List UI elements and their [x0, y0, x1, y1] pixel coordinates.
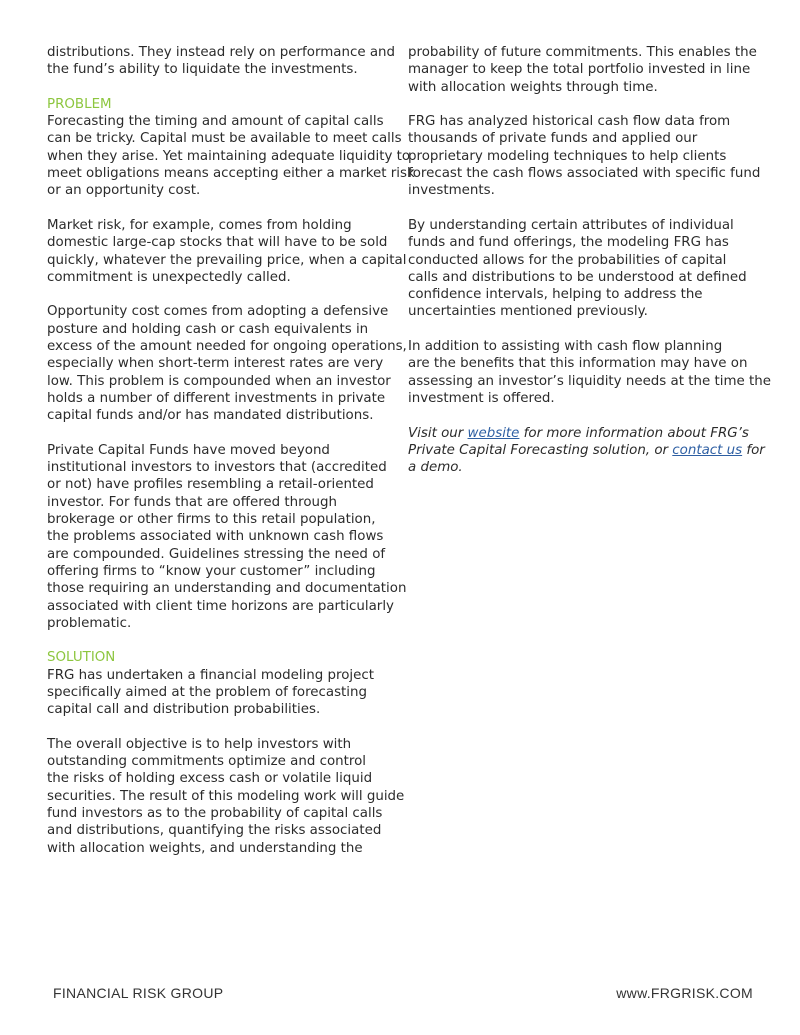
text-line: confidence intervals, helping to address the: [408, 287, 703, 303]
cta-text: Visit our: [408, 425, 468, 441]
paragraph-spacer: [408, 321, 758, 338]
text-line: when they arise. Yet maintaining adequate liquidity to: [47, 148, 411, 164]
text-line: The overall objective is to help investors with: [47, 736, 352, 752]
text-line: associated with client time horizons are particularly: [47, 598, 394, 614]
text-line: manager to keep the total portfolio invested in line: [408, 62, 751, 78]
paragraph-spacer: [47, 79, 397, 96]
text-line: the fund’s ability to liquidate the investments.: [47, 62, 358, 78]
text-line: posture and holding cash or cash equivalents in: [47, 321, 369, 337]
text-line: excess of the amount needed for ongoing operations,: [47, 339, 407, 355]
paragraph-spacer: [47, 632, 397, 649]
text-line: domestic large-cap stocks that will have to be sold: [47, 235, 388, 251]
text-line: investment is offered.: [408, 390, 555, 406]
right-column: [408, 44, 771, 476]
text-line: are compounded. Guidelines stressing the need of: [47, 546, 386, 562]
text-line: or not) have profiles resembling a retail-oriented: [47, 477, 374, 493]
text-line: fund investors as to the probability of capital calls: [47, 806, 383, 822]
cta-line-3: a demo.: [408, 460, 463, 476]
paragraph-spacer: [47, 200, 397, 217]
website-link[interactable]: website: [467, 425, 520, 441]
cta-text: for more information about FRG’s: [519, 425, 749, 441]
text-line: uncertainties mentioned previously.: [408, 304, 648, 320]
text-line: investor. For funds that are offered through: [47, 494, 338, 510]
text-line: holds a number of different investments in private: [47, 390, 386, 406]
text-line: proprietary modeling techniques to help clients: [408, 148, 727, 164]
text-line: commitment is unexpectedly called.: [47, 269, 291, 285]
text-line: especially when short-term interest rates are very: [47, 356, 384, 372]
cta-text: Private Capital Forecasting solution, or: [408, 442, 673, 458]
text-line: investments.: [408, 183, 495, 199]
paragraph-spacer: [408, 96, 758, 113]
text-line: securities. The result of this modeling work will guide: [47, 788, 405, 804]
text-line: probability of future commitments. This enables the: [408, 45, 757, 60]
text-line: or an opportunity cost.: [47, 183, 201, 199]
section-heading: SOLUTION: [47, 650, 116, 666]
text-line: By understanding certain attributes of individual: [408, 217, 734, 233]
text-line: can be tricky. Capital must be available to meet calls: [47, 131, 402, 147]
text-line: conducted allows for the probabilities of capital: [408, 252, 727, 268]
text-line: capital funds and/or has mandated distributions.: [47, 408, 374, 424]
text-line: calls and distributions to be understood at defined: [408, 269, 747, 285]
text-line: Forecasting the timing and amount of capital calls: [47, 114, 384, 130]
text-line: institutional investors to investors that (accredited: [47, 460, 387, 476]
text-line: capital call and distribution probabilities.: [47, 702, 321, 718]
left-column: [47, 44, 415, 857]
cta-text: for: [742, 442, 765, 458]
text-line: quickly, whatever the prevailing price, when a capital: [47, 252, 407, 268]
paragraph-spacer: [47, 425, 397, 442]
text-line: specifically aimed at the problem of forecasting: [47, 684, 368, 700]
text-line: outstanding commitments optimize and control: [47, 754, 366, 770]
text-line: FRG has analyzed historical cash flow data from: [408, 114, 731, 130]
text-line: offering firms to “know your customer” including: [47, 563, 376, 579]
paragraph-spacer: [47, 286, 397, 303]
paragraph-spacer: [408, 407, 758, 424]
text-line: the risks of holding excess cash or volatile liquid: [47, 771, 373, 787]
contact-us-link[interactable]: contact us: [672, 442, 743, 458]
text-line: thousands of private funds and applied our: [408, 131, 698, 147]
paragraph-spacer: [47, 719, 397, 736]
footer-website: www.FRGRISK.COM: [616, 985, 753, 1001]
text-line: assessing an investor’s liquidity needs at the time the: [408, 373, 771, 389]
cta-line-1: [408, 425, 758, 442]
text-line: In addition to assisting with cash flow planning: [408, 339, 723, 355]
text-line: funds and fund offerings, the modeling FRG has: [408, 235, 729, 251]
text-line: those requiring an understanding and documentation: [47, 581, 407, 597]
section-heading: PROBLEM: [47, 96, 112, 112]
text-line: with allocation weights, and understanding the: [47, 840, 363, 856]
text-line: Private Capital Funds have moved beyond: [47, 442, 330, 458]
cta-line-2: [408, 442, 765, 459]
text-line: problematic.: [47, 615, 132, 631]
text-line: FRG has undertaken a financial modeling project: [47, 667, 374, 683]
text-line: the problems associated with unknown cash flows: [47, 529, 384, 545]
text-line: are the benefits that this information may have on: [408, 356, 748, 372]
text-line: forecast the cash flows associated with specific fund: [408, 166, 761, 182]
text-line: low. This problem is compounded when an investor: [47, 373, 391, 389]
text-line: brokerage or other firms to this retail population,: [47, 512, 376, 528]
text-line: distributions. They instead rely on performance and: [47, 45, 396, 60]
text-line: Market risk, for example, comes from holding: [47, 217, 352, 233]
text-line: with allocation weights through time.: [408, 79, 658, 95]
paragraph-spacer: [408, 200, 758, 217]
text-line: Opportunity cost comes from adopting a defensive: [47, 304, 389, 320]
footer-company-name: FINANCIAL RISK GROUP: [53, 985, 224, 1001]
text-line: and distributions, quantifying the risks associated: [47, 823, 382, 839]
text-line: meet obligations means accepting either a market risk: [47, 166, 415, 182]
